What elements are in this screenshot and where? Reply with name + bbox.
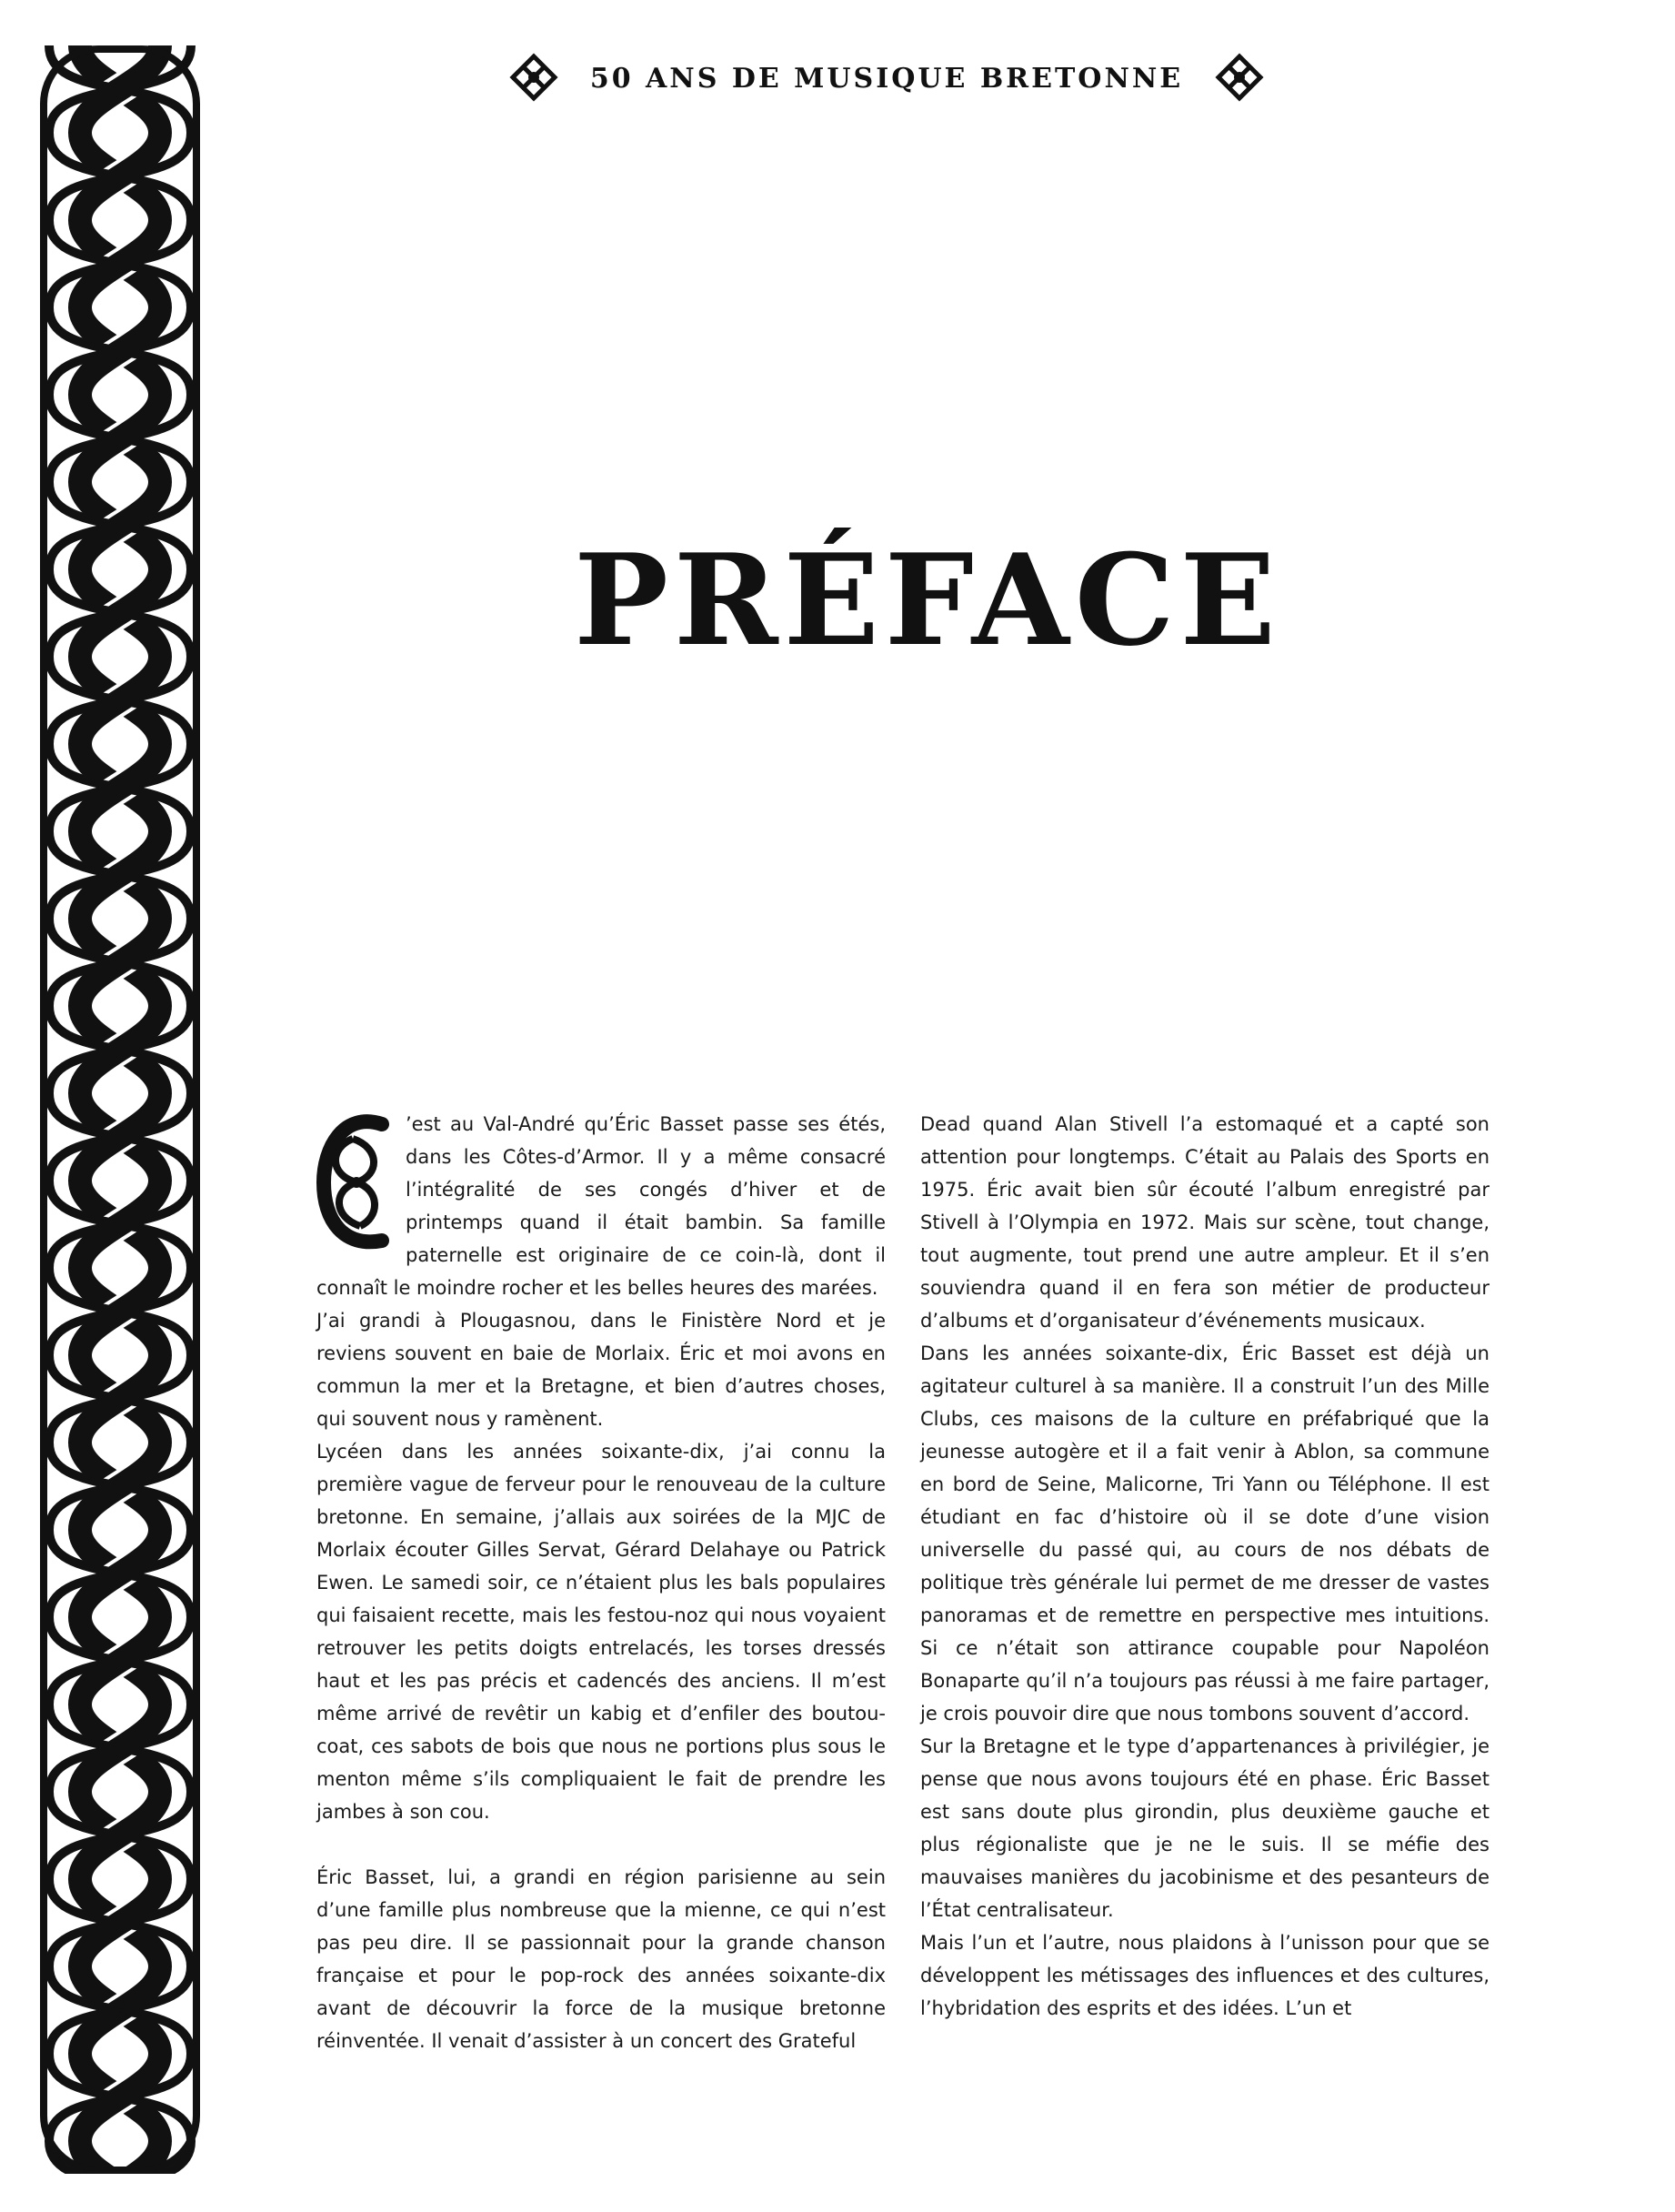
paragraph: Éric Basset, lui, a grandi en région parisienne au sein d’une famille plus nombreuse que la mienne, ce qui n’est pas peu dire. Il se passionnait pour la grande chanson française et pour le pop-rock des années soixante-dix avant de découvrir la force de la musique bretonne réinventée. Il venait d’assister à un concert des Grateful bbox=[316, 1866, 886, 2052]
text-column-left bbox=[226, 1021, 886, 2072]
paragraph: Lycéen dans les années soixante-dix, j’ai connu la première vague de ferveur pour le renouveau de la culture bretonne. En semaine, j’allais aux soirées de la MJC de Morlaix écouter Gilles Servat, Gérard Delahaye ou Patrick Ewen. Le samedi soir, ce n’étaient plus les bals populaires qui faisaient recette, mais les festou-noz qui nous voyaient retrouver les petits doigts entrelacés, les torses dressés haut et les pas précis et cadencés des anciens. Il m’est même arrivé de revêtir un kabig et d’enfiler des boutou-coat, ces sabots de bois que nous ne portions plus sous le menton même s’ils compliquaient le fait de prendre les jambes à son cou. bbox=[316, 1441, 886, 1823]
paragraph: Sur la Bretagne et le type d’appartenances à privilégier, je pense que nous avons toujours été en phase. Éric Basset est sans doute plus girondin, plus deuxième gauche et plus régionaliste que je ne le suis. Il se méfie des mauvaises manières du jacobinisme et des pesanteurs de l’État centralisateur. bbox=[920, 1735, 1489, 1921]
celtic-knot-ornament-icon bbox=[509, 53, 558, 102]
celtic-knot-ornament-icon bbox=[1215, 53, 1264, 102]
running-header bbox=[509, 47, 1264, 111]
celtic-knot-dropcap-icon bbox=[316, 1111, 396, 1253]
running-title: 50 ANS DE MUSIQUE BRETONNE bbox=[589, 63, 1184, 95]
paragraph: Dans les années soixante-dix, Éric Basset est déjà un agitateur culturel à sa manière. Il a construit l’un des Mille Clubs, ces maisons de la culture en préfabriqué que la jeunesse autogère et il a fait venir à Ablon, sa commune en bord de Seine, Malicorne, Tri Yann ou Téléphone. Il est étudiant en fac d’histoire où il se dote d’une vision universelle du passé qui, au cours de nos débats de politique très générale lui permet de me dresser de vastes panoramas et de remettre en perspective mes intuitions. Si ce n’était son attirance coupable pour Napoléon Bonaparte qu’il n’a toujours pas réussi à me faire partager, je crois pouvoir dire que nous tombons souvent d’accord. bbox=[920, 1342, 1489, 1724]
paragraph: ’est au Val-André qu’Éric Basset passe ses étés, dans les Côtes-d’Armor. Il y a même consacré l’intégralité de ses congés d’hiver et de printemps quand il était bambin. Sa famille paternelle est originaire de ce coin-là, dont il connaît le moindre rocher et les belles heures des marées. bbox=[316, 1113, 886, 1299]
celtic-knot-border-icon bbox=[40, 45, 200, 2174]
page-number: 6 bbox=[111, 1999, 129, 2026]
paragraph: Mais l’un et l’autre, nous plaidons à l’unisson pour que se développent les métissages des influences et des cultures, l’hybridation des esprits et des idées. L’un et bbox=[920, 1932, 1489, 2019]
page-title: PRÉFACE bbox=[574, 526, 1281, 674]
paragraph: J’ai grandi à Plougasnou, dans le Finistère Nord et je reviens souvent en baie de Morlaix. Éric et moi avons en commun la mer et la Bretagne, et bien d’autres choses, qui souvent nous y ramènent. bbox=[316, 1310, 886, 1430]
paragraph: Dead quand Alan Stivell l’a estomaqué et a capté son attention pour longtemps. C’était au Palais des Sports en 1975. Éric avait bien sûr écouté l’album enregistré par Stivell à l’Olympia en 1972. Mais sur scène, tout change, tout augmente, tout prend une autre ampleur. Et il s’en souviendra quand il en fera son métier de producteur d’albums et d’organisateur d’événements musicaux. bbox=[920, 1113, 1489, 1332]
text-column-right bbox=[920, 1108, 1489, 2072]
